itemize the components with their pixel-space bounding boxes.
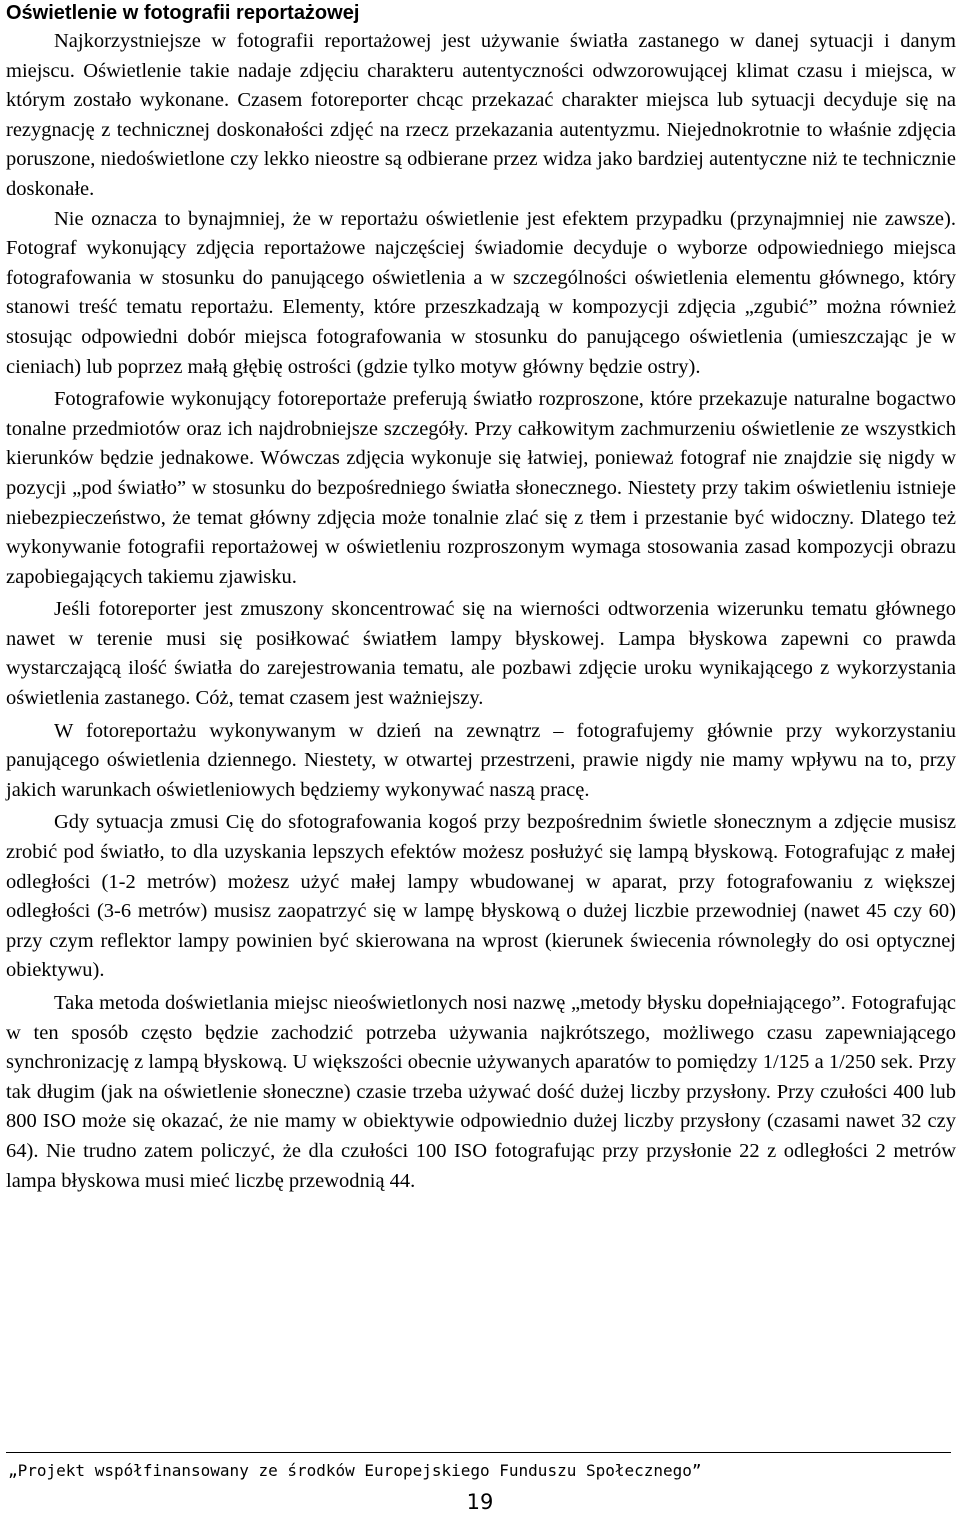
paragraph-5: W fotoreportażu wykonywanym w dzień na zewnątrz – fotografujemy głównie przy wykorzystaniu panującego oświetlenia dziennego. Niestety, w otwartej przestrzeni, prawie nigdy nie mamy wpływu na to, przy jakich warunkach oświetleniowych będziemy wykonywać naszą pracę. <box>6 719 956 801</box>
paragraph-3: Fotografowie wykonujący fotoreportaże preferują światło rozproszone, które przekazuje naturalne bogactwo tonalne przedmiotów oraz ich najdrobniejsze szczegóły. Przy całkowitym zachmurzeniu oświetlenie ze wszystkich kierunków będzie jednakowe. Wówczas zdjęcia wykonuje się łatwiej, ponieważ fotograf nie znajdzie się nigdy w pozycji „pod światło” w stosunku do bezpośredniego światła słonecznego. Niestety przy takim oświetleniu istnieje niebezpieczeństwo, że temat główny zdjęcia może tonalnie zlać się z tłem i przestanie być widoczny. Dlatego też wykonywanie fotografii reportażowej w oświetleniu rozproszonym wymaga stosowania zasad kompozycji obrazu zapobiegających takiemu zjawisku. <box>6 388 956 588</box>
paragraph-6: Gdy sytuacja zmusi Cię do sfotografowania kogoś przy bezpośrednim świetle słonecznym a zdjęcie musisz zrobić pod światło, to dla uzyskania lepszych efektów możesz posłużyć się lampą błyskową. Fotografując z małej odległości (1-2 metrów) możesz użyć małej lampy wbudowanej w aparat, przy fotografowaniu z większej odległości (3-6 metrów) musisz zaopatrzyć się w lampę błyskową o dużej liczbie przewodniej (nawet 45 czy 60) przy czym reflektor lampy powinien być skierowana na wprost (kierunek świecenia równoległy do osi optycznej obiektywu). <box>6 811 956 982</box>
paragraph-7: Taka metoda doświetlania miejsc nieoświetlonych nosi nazwę „metody błysku dopełniającego”. Fotografując w ten sposób często będzie zachodzić potrzeba używania najkrótszego, możliwego czasu zapewniającego synchronizację z lampą błyskową. U większości obecnie używanych aparatów to pomiędzy 1/125 a 1/250 sek. Przy tak długim (jak na oświetlenie słoneczne) czasie trzeba używać dość dużej liczby przysłony. Przy czułości 400 lub 800 ISO może się okazać, że nie mamy w obiektywie odpowiednio dużej liczby przysłony (czasami nawet 32 czy 64). Nie trudno zatem policzyć, że dla czułości 100 ISO fotografując przy przysłonie 22 z odległości 2 metrów lampa błyskowa musi mieć liczbę przewodnią 44. <box>6 992 956 1192</box>
page-content <box>6 0 956 1196</box>
footer-divider <box>6 1452 951 1453</box>
section-title: Oświetlenie w fotografii reportażowej <box>6 2 360 24</box>
footer-funding-note: „Projekt współfinansowany ze środków Europejskiego Funduszu Społecznego” <box>8 1461 702 1480</box>
paragraph-2: Nie oznacza to bynajmniej, że w reportażu oświetlenie jest efektem przypadku (przynajmniej nie zawsze). Fotograf wykonujący zdjęcia reportażowe najczęściej świadomie decyduje o wyborze odpowiedniego miejsca fotografowania w stosunku do panującego oświetlenia a w szczególności oświetlenia elementu głównego, który stanowi treść tematu reportażu. Elementy, które przeszkadzają w kompozycji zdjęcia „zgubić” można również stosując odpowiedni dobór miejsca fotografowania w stosunku do panującego oświetlenia (umieszczając je w cieniach) lub poprzez małą głębię ostrości (gdzie tylko motyw główny będzie ostry). <box>6 207 956 378</box>
paragraph-4: Jeśli fotoreporter jest zmuszony skoncentrować się na wierności odtworzenia wizerunku tematu głównego nawet w terenie musi się posiłkować światłem lampy błyskowej. Lampa błyskowa zapewni co prawda wystarczającą ilość światła do zarejestrowania tematu, ale pozbawi zdjęcie uroku wynikającego z wykorzystania oświetlenia zastanego. Cóż, temat czasem jest ważniejszy. <box>6 598 956 710</box>
page-number: 19 <box>466 1490 494 1514</box>
paragraph-1: Najkorzystniejsze w fotografii reportażowej jest używanie światła zastanego w danej sytuacji i danym miejscu. Oświetlenie takie nadaje zdjęciu charakteru autentyczności odwzorowującej klimat czasu i miejsca, w którym zostało wykonane. Czasem fotoreporter chcąc przekazać charakter miejsca lub sytuacji decyduje się na rezygnację z technicznej doskonałości zdjęć na rzecz przekazania autentyzmu. Niejednokrotnie to właśnie zdjęcia poruszone, niedoświetlone czy lekko nieostre są odbierane przez widza jako bardziej autentyczne niż te technicznie doskonałe. <box>6 30 956 200</box>
